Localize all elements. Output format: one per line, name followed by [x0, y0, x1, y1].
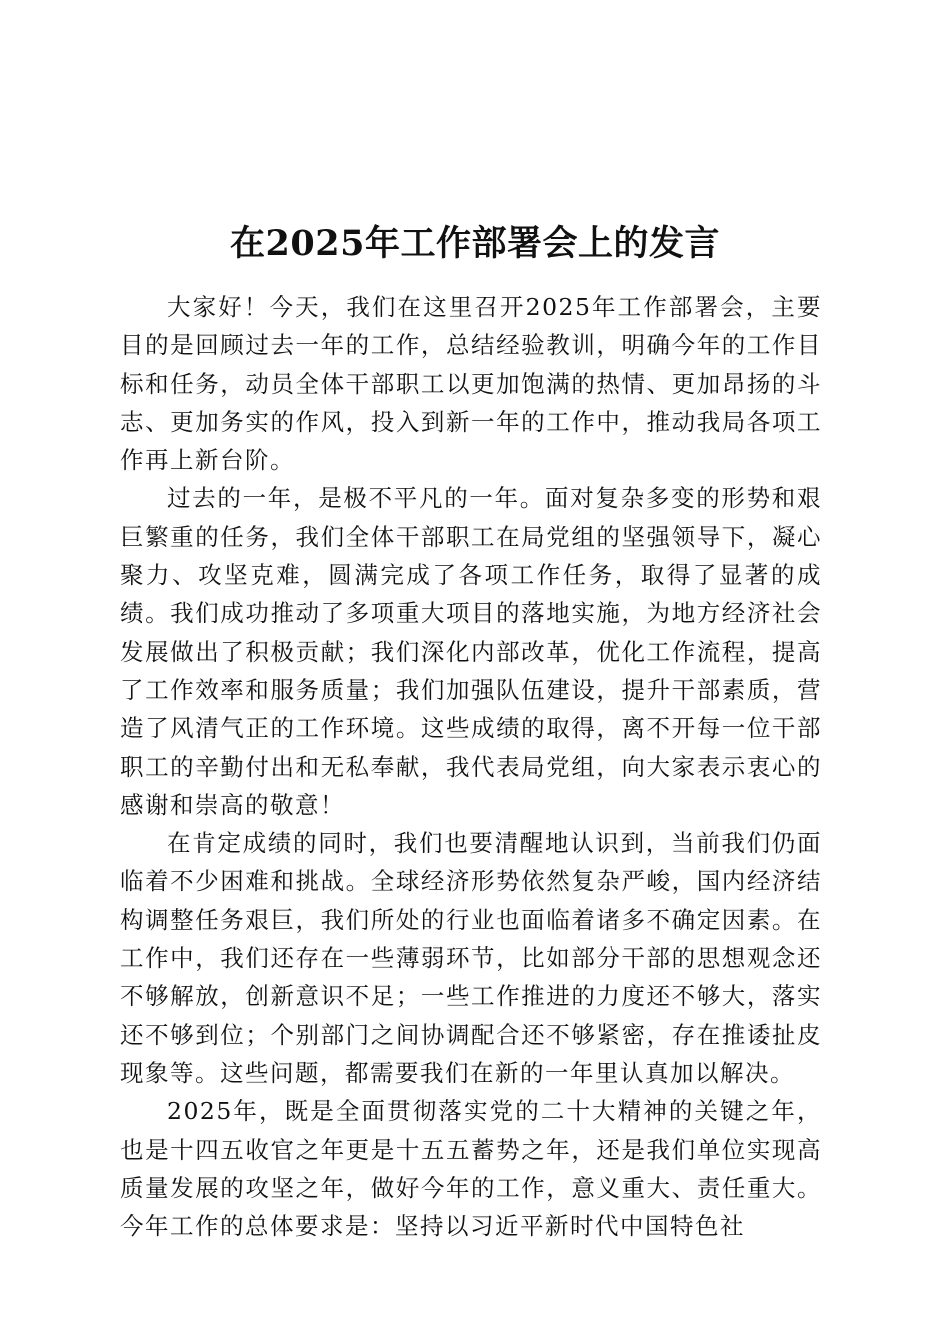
- paragraph: 过去的一年，是极不平凡的一年。面对复杂多变的形势和艰巨繁重的任务，我们全体干部职工在局党组的坚强领导下，凝心聚力、攻坚克难，圆满完成了各项工作任务，取得了显著的成绩。我们成功推动了多项重大项目的落地实施，为地方经济社会发展做出了积极贡献；我们深化内部改革，优化工作流程，提高了工作效率和服务质量；我们加强队伍建设，提升干部素质，营造了风清气正的工作环境。这些成绩的取得，离不开每一位干部职工的辛勤付出和无私奉献，我代表局党组，向大家表示衷心的感谢和崇高的敬意！: [120, 484, 822, 819]
- document-title: 在2025年工作部署会上的发言: [230, 223, 720, 265]
- paragraph: 在肯定成绩的同时，我们也要清醒地认识到，当前我们仍面临着不少困难和挑战。全球经济形势依然复杂严峻，国内经济结构调整任务艰巨，我们所处的行业也面临着诸多不确定因素。在工作中，我们还存在一些薄弱环节，比如部分干部的思想观念还不够解放，创新意识不足；一些工作推进的力度还不够大，落实还不够到位；个别部门之间协调配合还不够紧密，存在推诿扯皮现象等。这些问题，都需要我们在新的一年里认真加以解决。: [120, 829, 822, 1087]
- paragraph: 2025年，既是全面贯彻落实党的二十大精神的关键之年，也是十四五收官之年更是十五五蓄势之年，还是我们单位实现高质量发展的攻坚之年，做好今年的工作，意义重大、责任重大。今年工作的总体要求是：坚持以习近平新时代中国特色社: [120, 1097, 822, 1241]
- document-body: [120, 288, 822, 1245]
- paragraph: 大家好！今天，我们在这里召开2025年工作部署会，主要目的是回顾过去一年的工作，总结经验教训，明确今年的工作目标和任务，动员全体干部职工以更加饱满的热情、更加昂扬的斗志、更加务实的作风，投入到新一年的工作中，推动我局各项工作再上新台阶。: [120, 293, 822, 475]
